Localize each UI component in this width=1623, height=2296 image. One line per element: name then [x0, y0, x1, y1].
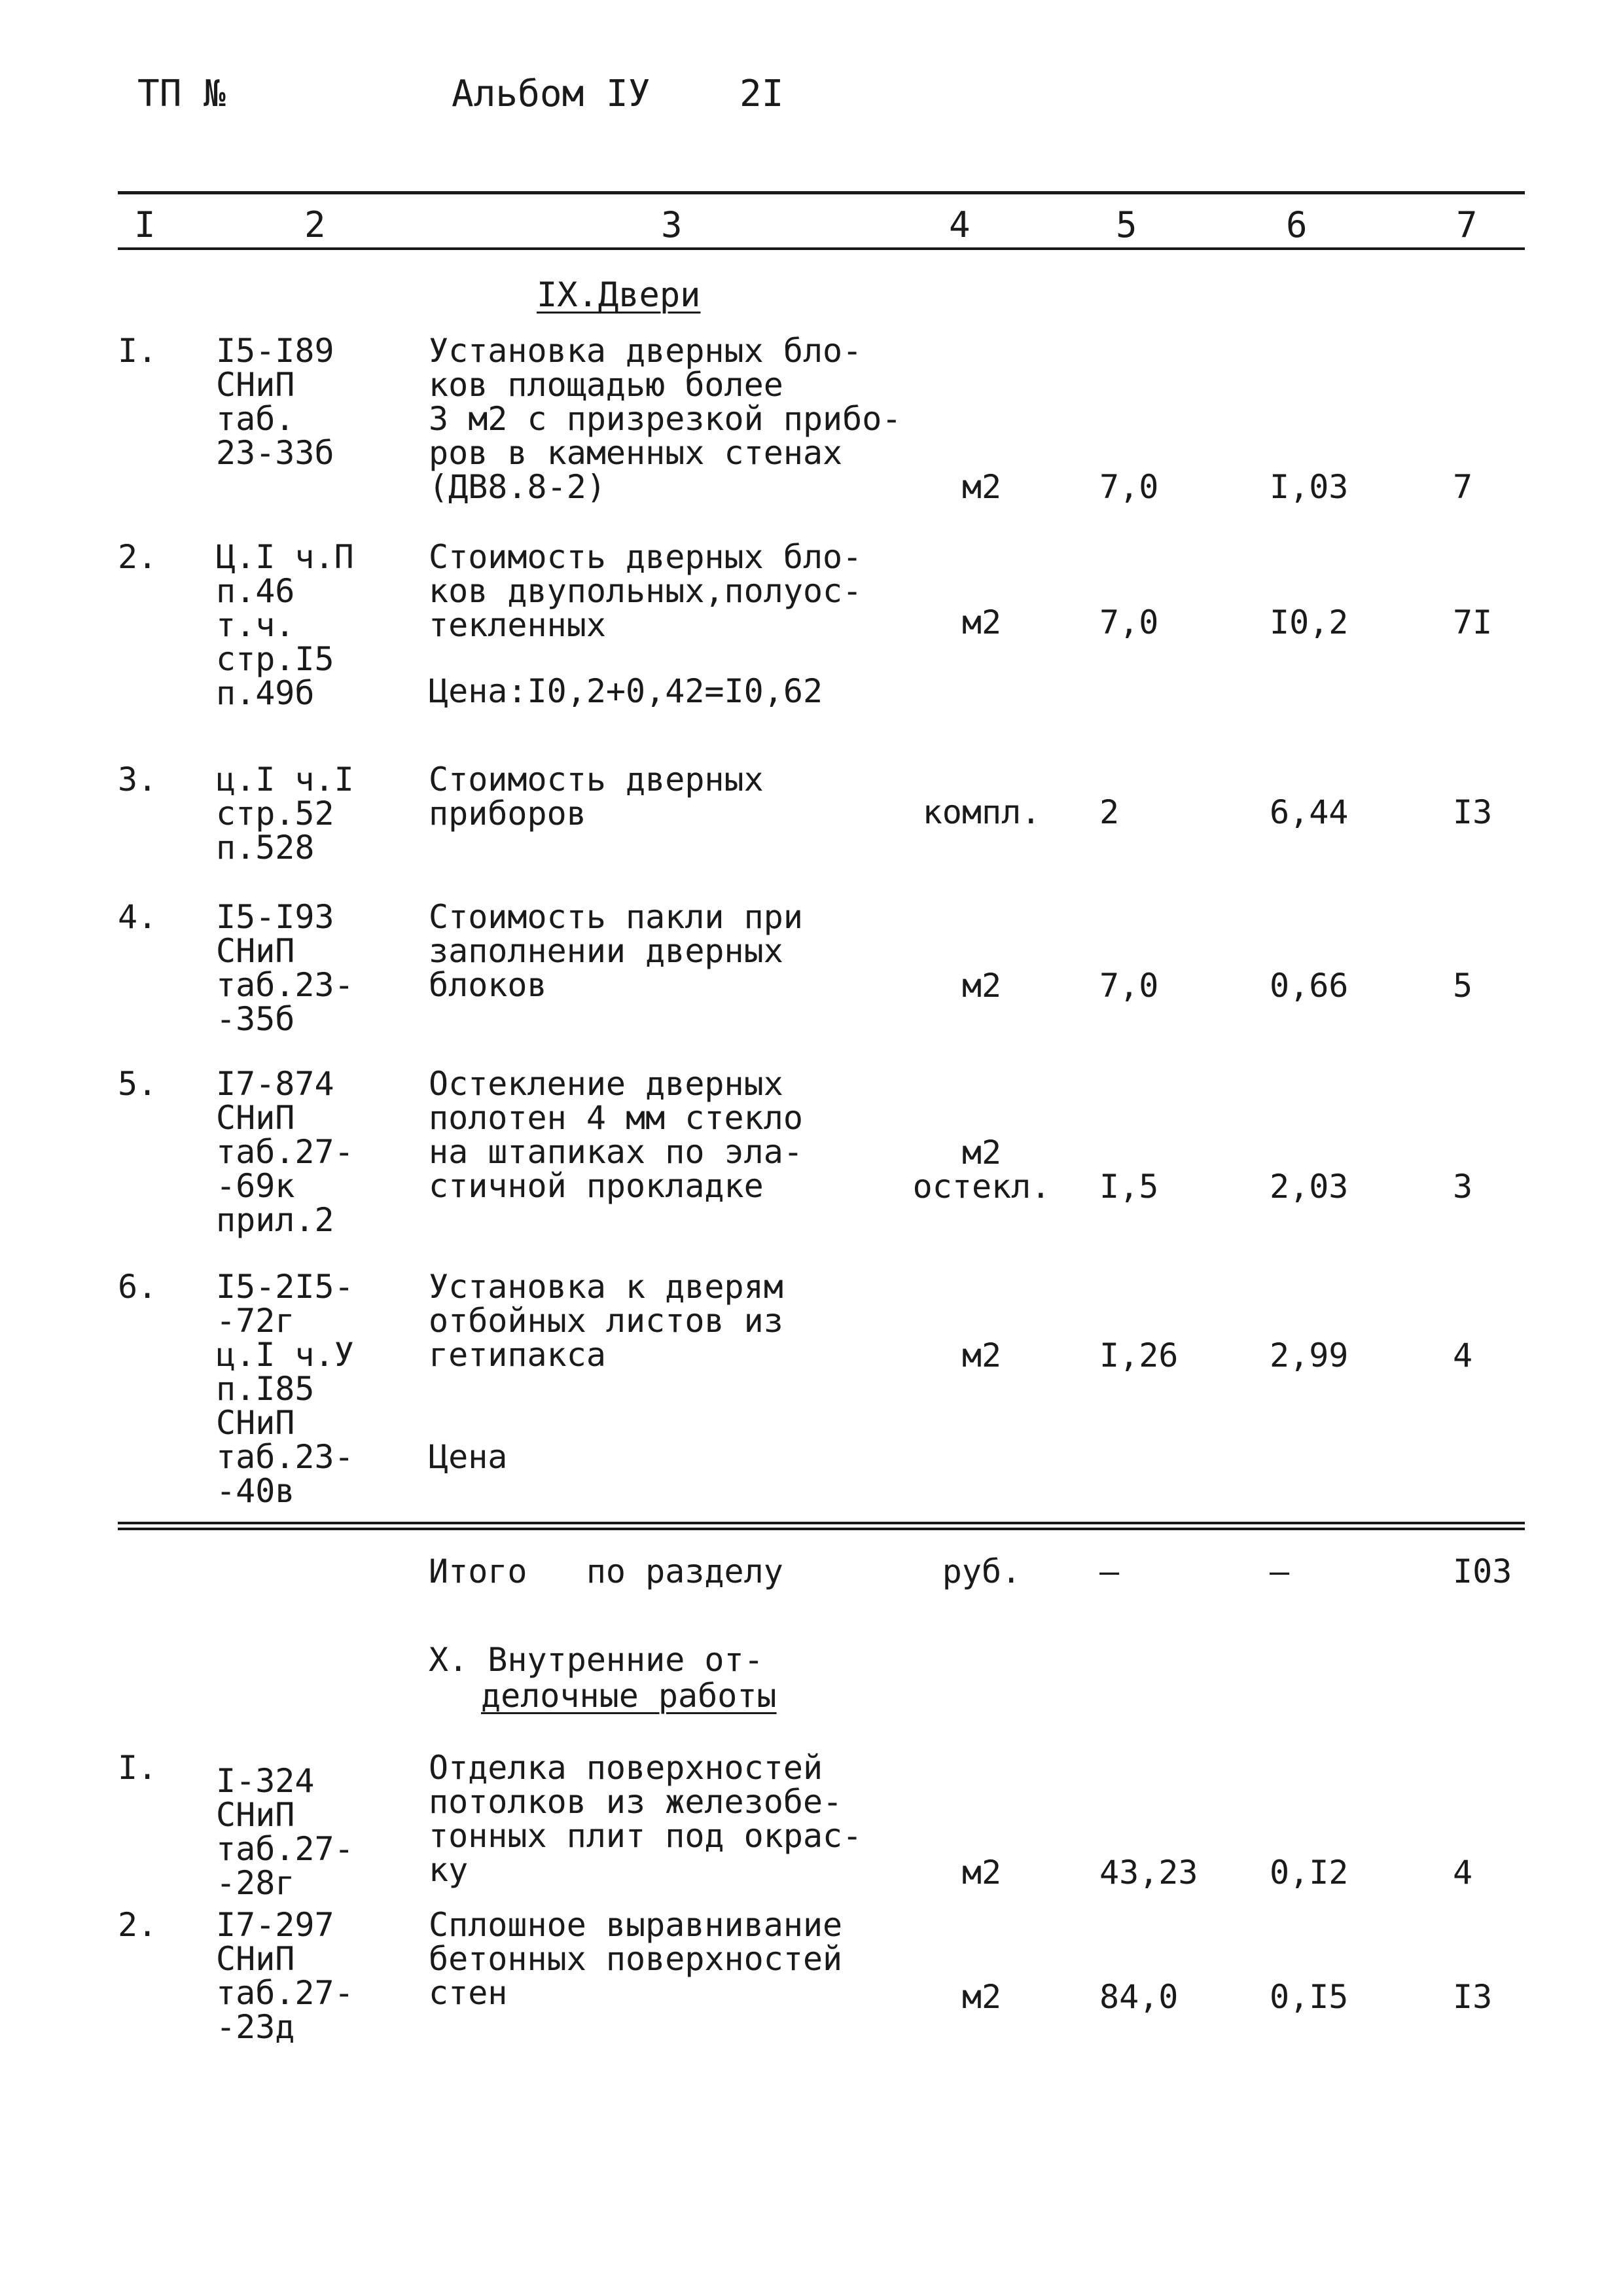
unit-price: 2,03 [1270, 1168, 1349, 1206]
work-description: Стоимость дверных бло- ков двупольных,полуос- текленных [429, 538, 863, 644]
column-number: 5 [1116, 204, 1137, 245]
unit-price: 0,66 [1270, 967, 1349, 1005]
section-title-doors: IX.Двери [537, 276, 701, 315]
unit-price: 0,I5 [1270, 1978, 1349, 2016]
total-cost: 4 [1453, 1336, 1473, 1374]
norm-reference: I7-297 СНиП таб.27- -23д [216, 1906, 354, 2046]
unit-price: – [1270, 1552, 1290, 1590]
quantity: 2 [1099, 793, 1120, 831]
unit: м2 [961, 1978, 1002, 2016]
unit: м2 остекл. [912, 1134, 1051, 1206]
total-cost: 7 [1453, 468, 1473, 506]
column-number: 7 [1456, 204, 1478, 245]
header-bottom-rule [118, 247, 1525, 250]
row-number: 3. [118, 761, 158, 798]
work-description: Остекление дверных полотен 4 мм стекло на штапиках по эла- стичной прокладке [429, 1065, 803, 1205]
column-number: 3 [661, 204, 683, 245]
norm-reference: ц.I ч.I стр.52 п.528 [216, 761, 354, 867]
row-number: I. [118, 332, 158, 370]
norm-reference: I7-874 СНиП таб.27- -69к прил.2 [216, 1065, 354, 1239]
work-description: Установка дверных бло- ков площадью более 3 м2 с призрезкой прибо- ров в каменных стенах (ДВ8.8-2) [429, 332, 902, 506]
total-cost: 3 [1453, 1168, 1473, 1206]
unit: м2 [961, 603, 1002, 641]
quantity: 43,23 [1099, 1854, 1198, 1892]
column-number: 6 [1286, 204, 1308, 245]
norm-reference: I5-2I5- -72г ц.I ч.У п.I85 СНиП таб.23- -40в [216, 1268, 354, 1510]
column-number: 4 [949, 204, 971, 245]
section-separator-rule [118, 1528, 1525, 1530]
work-description: Стоимость дверных приборов [429, 761, 764, 833]
quantity: I,26 [1099, 1336, 1179, 1374]
unit: м2 [961, 1854, 1002, 1892]
unit-price: I0,2 [1270, 603, 1349, 641]
norm-reference: I5-I89 СНиП таб. 23-33б [216, 332, 334, 472]
work-description: Стоимость пакли при заполнении дверных блоков [429, 898, 803, 1004]
total-cost: I03 [1453, 1552, 1512, 1590]
quantity: 7,0 [1099, 967, 1159, 1005]
work-description: Сплошное выравнивание бетонных поверхностей стен [429, 1906, 843, 2012]
subtotal-label: Итого по разделу [429, 1552, 783, 1590]
row-number: I. [118, 1749, 158, 1787]
tp-label: ТП № [137, 73, 226, 115]
section-separator-rule [118, 1522, 1525, 1524]
row-number: 5. [118, 1065, 158, 1103]
work-description: Установка к дверям отбойных листов из гетипакса [429, 1268, 783, 1374]
unit: м2 [961, 967, 1002, 1005]
row-number: 2. [118, 1906, 158, 1944]
unit-price: 2,99 [1270, 1336, 1349, 1374]
row-number: 2. [118, 538, 158, 576]
unit-price: 0,I2 [1270, 1854, 1349, 1892]
unit-price: 6,44 [1270, 793, 1349, 831]
price-note: Цена:I0,2+0,42=I0,62 [429, 672, 823, 710]
unit: м2 [961, 1336, 1002, 1374]
total-cost: I3 [1453, 793, 1493, 831]
price-note: Цена [429, 1438, 508, 1476]
column-number: I [134, 204, 156, 245]
unit: компл. [922, 793, 1041, 831]
unit: руб. [942, 1552, 1022, 1590]
section-title-finishing-line1: Х. Внутренние от- [429, 1641, 764, 1679]
section-title-finishing-line2: делочные работы [481, 1677, 777, 1715]
unit-price: I,03 [1270, 468, 1349, 506]
quantity: 7,0 [1099, 603, 1159, 641]
quantity: 7,0 [1099, 468, 1159, 506]
row-number: 6. [118, 1268, 158, 1306]
quantity: – [1099, 1552, 1120, 1590]
total-cost: 7I [1453, 603, 1493, 641]
total-cost: 4 [1453, 1854, 1473, 1892]
norm-reference: Ц.I ч.П п.46 т.ч. стр.I5 п.49б [216, 538, 354, 712]
page-number: 2I [740, 73, 784, 115]
total-cost: I3 [1453, 1978, 1493, 2016]
unit: м2 [961, 468, 1002, 506]
album-label: Альбом IУ [452, 73, 651, 115]
quantity: 84,0 [1099, 1978, 1179, 2016]
norm-reference: I-324 СНиП таб.27- -28г [216, 1762, 354, 1902]
work-description: Отделка поверхностей потолков из железобе- тонных плит под окрас- ку [429, 1749, 863, 1889]
total-cost: 5 [1453, 967, 1473, 1005]
row-number: 4. [118, 898, 158, 936]
column-number: 2 [304, 204, 326, 245]
norm-reference: I5-I93 СНиП таб.23- -35б [216, 898, 354, 1038]
quantity: I,5 [1099, 1168, 1159, 1206]
top-rule [118, 191, 1525, 194]
